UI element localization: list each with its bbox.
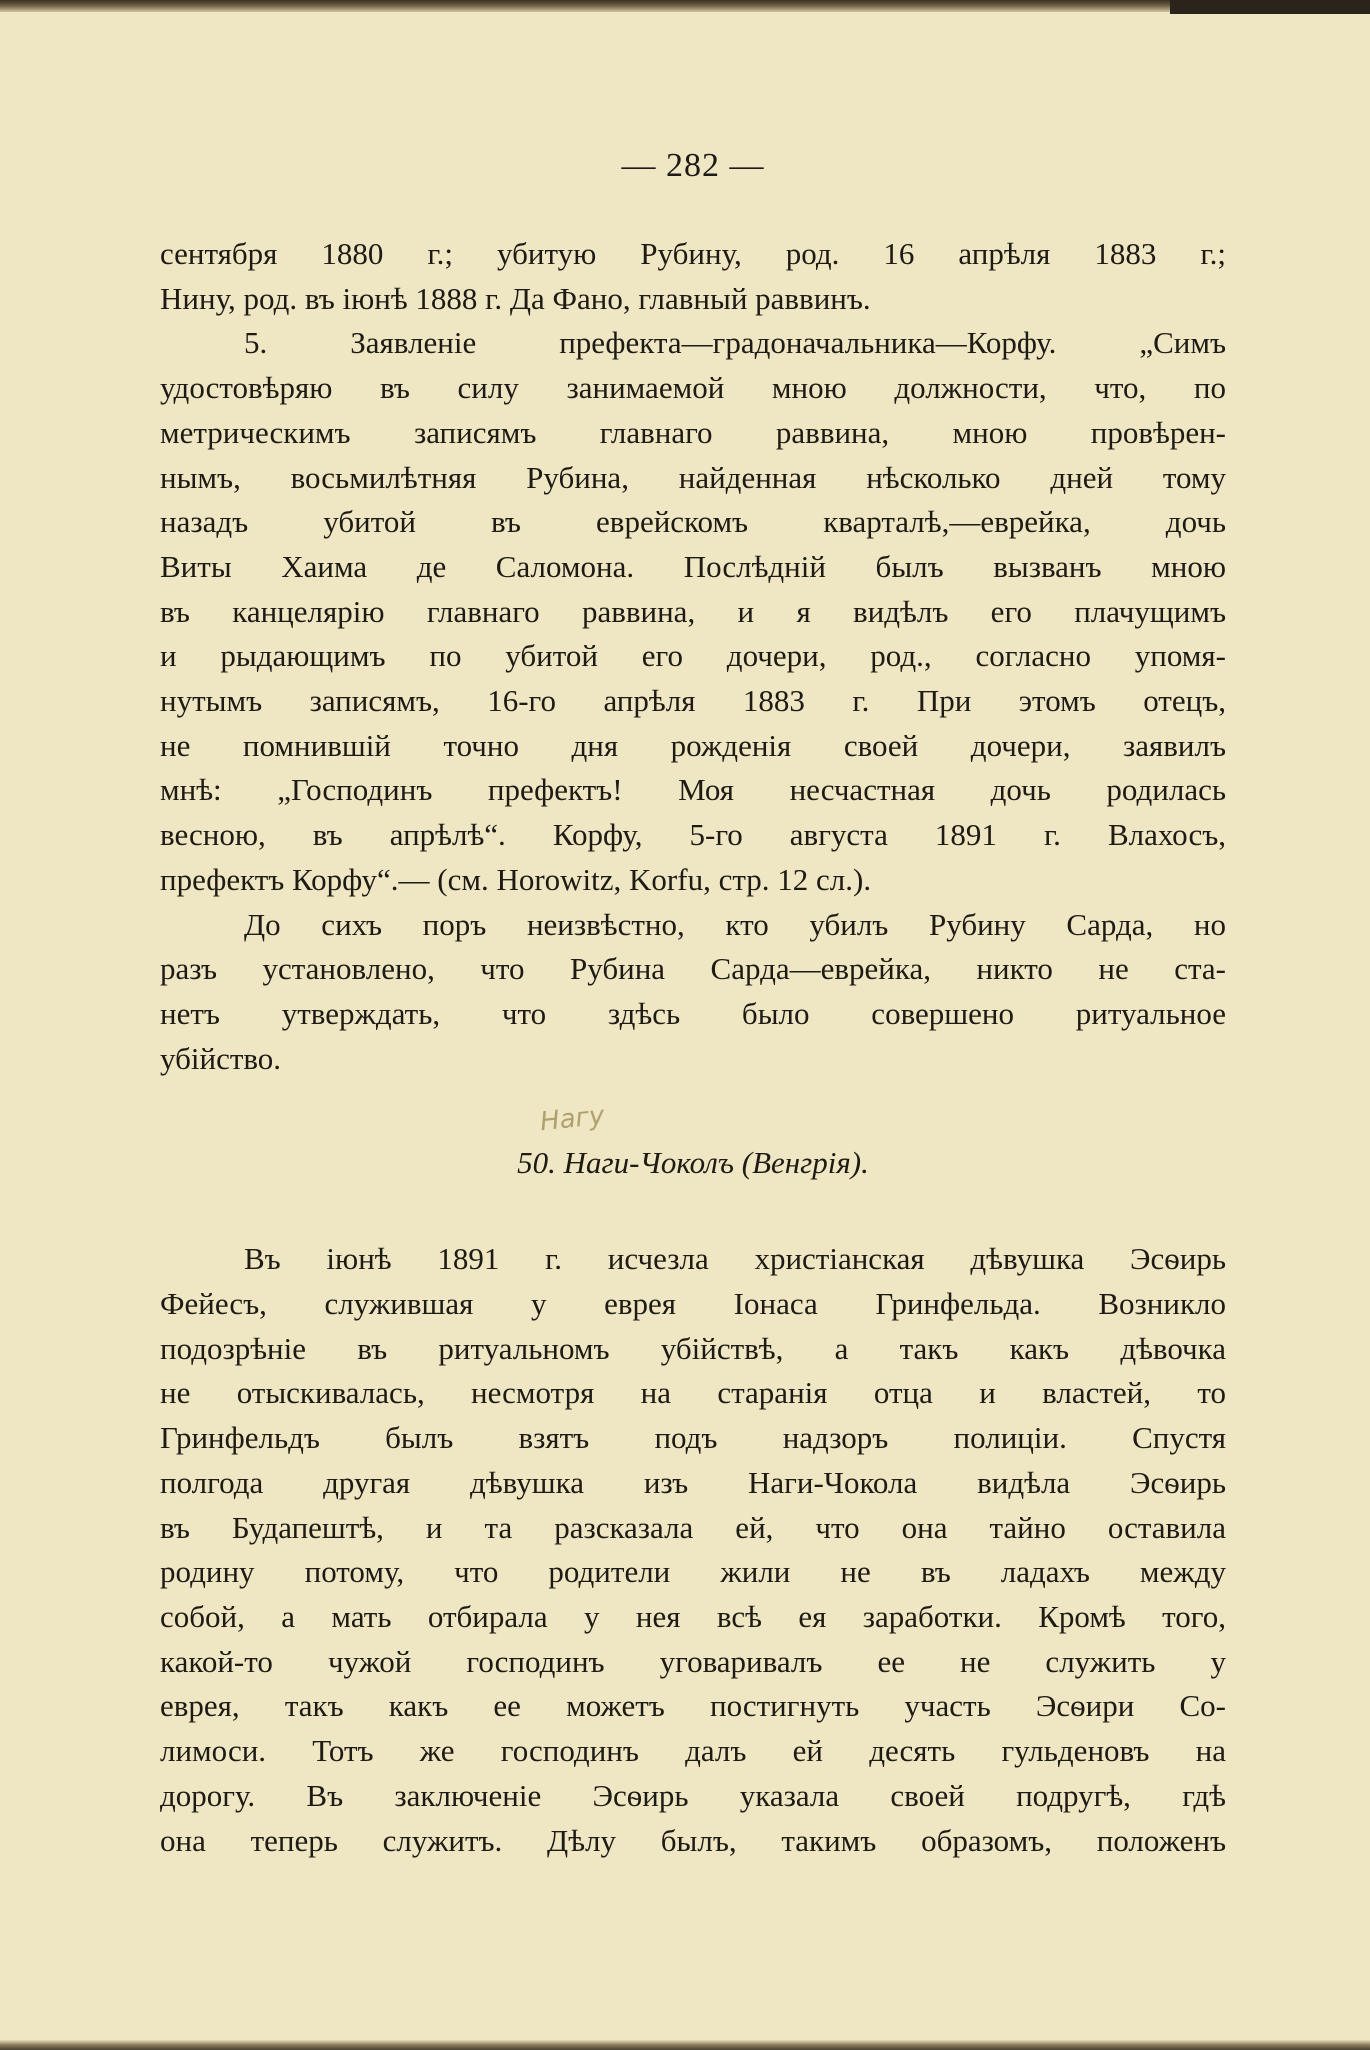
text-line: Нину, род. въ іюнѣ 1888 г. Да Фано, главный раввинъ.: [160, 280, 871, 316]
text-line: Въ іюнѣ 1891 г. исчезла христіанская дѣвушка Эсѳирь: [244, 1241, 1226, 1277]
text-line: лимоси. Тотъ же господинъ далъ ей десять гульденовъ на: [160, 1733, 1226, 1769]
page-number: — 282 —: [621, 147, 765, 184]
text-line: какой-то чужой господинъ уговаривалъ ее не служить у: [160, 1643, 1226, 1679]
text-line: подозрѣніе въ ритуальномъ убійствѣ, а такъ какъ дѣвочка: [160, 1330, 1226, 1366]
text-line: въ канцелярію главнаго раввина, и я видѣлъ его плачущимъ: [160, 593, 1226, 629]
book-page: [160, 140, 1226, 2020]
page-top-edge: [0, 0, 1370, 12]
text-line: убійство.: [160, 1040, 282, 1076]
text-line: До сихъ поръ неизвѣстно, кто убилъ Рубину Сарда, но: [244, 906, 1226, 942]
text-line: разъ установлено, что Рубина Сарда—еврейка, никто не ста-: [160, 951, 1226, 987]
text-line: собой, а мать отбирала у нея всѣ ея заработки. Кромѣ того,: [160, 1598, 1226, 1634]
text-line: Гринфельдъ былъ взятъ подъ надзоръ полиціи. Спустя: [160, 1420, 1226, 1456]
text-line: Фейесъ, служившая у еврея Іонаса Гринфельда. Возникло: [160, 1286, 1226, 1322]
text-line: сентября 1880 г.; убитую Рубину, род. 16 апрѣля 1883 г.;: [160, 236, 1226, 271]
text-line: Виты Хаима де Саломона. Послѣдній былъ вызванъ мною: [160, 548, 1226, 584]
page-bottom-edge: [0, 2040, 1370, 2050]
text-line: удостовѣряю въ силу занимаемой мною должности, что, по: [160, 370, 1226, 406]
text-line: не отыскивалась, несмотря на старанія отца и властей, то: [160, 1375, 1226, 1411]
text-line: не помнившій точно дня рожденія своей дочери, заявилъ: [160, 727, 1226, 763]
paragraph-3: [160, 903, 1226, 1082]
text-line: нымъ, восьмилѣтняя Рубина, найденная нѣсколько дней тому: [160, 459, 1226, 495]
text-line: она теперь служитъ. Дѣлу былъ, такимъ образомъ, положенъ: [160, 1822, 1226, 1858]
text-line: нутымъ записямъ, 16-го апрѣля 1883 г. При этомъ отецъ,: [160, 683, 1226, 719]
section-heading: 50. Наги-Чоколъ (Венгрія).: [517, 1145, 869, 1181]
text-line: въ Будапештѣ, и та разсказала ей, что она тайно оставила: [160, 1509, 1226, 1545]
handwritten-margin-note: Нагу: [538, 1101, 606, 1138]
text-line: нетъ утверждать, что здѣсь было совершено ритуальное: [160, 995, 1226, 1031]
paragraph-2: [160, 321, 1226, 902]
text-line: префектъ Корфу“.— (см. Horowitz, Korfu, стр. 12 сл.).: [160, 861, 872, 897]
text-line: дорогу. Въ заключеніе Эсѳирь указала своей подругѣ, гдѣ: [160, 1777, 1226, 1813]
text-line: еврея, такъ какъ ее можетъ постигнуть участь Эсѳири Со-: [160, 1688, 1226, 1724]
paragraph-1: [160, 232, 1226, 321]
text-line: назадъ убитой въ еврейскомъ кварталѣ,—еврейка, дочь: [160, 504, 1226, 540]
text-line: родину потому, что родители жили не въ ладахъ между: [160, 1554, 1226, 1590]
text-line: 5. Заявленіе префекта—градоначальника—Корфу. „Симъ: [244, 325, 1226, 361]
text-line: и рыдающимъ по убитой его дочери, род., согласно упомя-: [160, 638, 1226, 674]
page-top-corner-shadow: [1170, 0, 1370, 14]
section-heading-block: [160, 1101, 1226, 1185]
paragraph-4: [160, 1237, 1226, 1863]
text-line: полгода другая дѣвушка изъ Наги-Чокола видѣла Эсѳирь: [160, 1464, 1226, 1500]
text-line: мнѣ: „Господинъ префектъ! Моя несчастная дочь родилась: [160, 772, 1226, 808]
text-line: весною, въ апрѣлѣ“. Корфу, 5-го августа 1891 г. Влахосъ,: [160, 817, 1226, 853]
text-line: метрическимъ записямъ главнаго раввина, мною провѣрен-: [160, 414, 1226, 450]
